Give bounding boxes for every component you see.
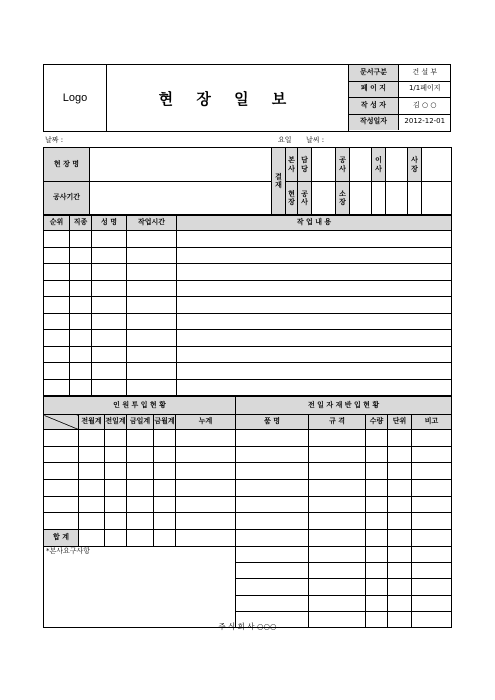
cell[interactable]	[154, 446, 176, 463]
approver-manager: 소장	[336, 182, 350, 215]
cell[interactable]	[105, 480, 127, 497]
cell[interactable]	[127, 313, 177, 330]
cell[interactable]	[388, 496, 412, 513]
manpower-header-prev-month: 전월계	[79, 415, 105, 430]
cell[interactable]	[412, 579, 452, 595]
cell[interactable]	[127, 480, 154, 497]
cell[interactable]	[44, 264, 70, 281]
sign-box-extra4[interactable]	[422, 182, 452, 215]
cell[interactable]	[366, 513, 388, 530]
company-footer: 주 식 회 사 ○○○	[218, 622, 277, 631]
cell[interactable]	[44, 513, 79, 530]
sign-box-work[interactable]	[312, 182, 336, 215]
total-cumulative[interactable]	[176, 530, 236, 547]
cell[interactable]	[366, 563, 388, 579]
cell[interactable]	[154, 480, 176, 497]
table-row	[44, 379, 452, 396]
cell[interactable]	[309, 513, 366, 530]
cell[interactable]	[92, 363, 127, 380]
cell[interactable]	[412, 496, 452, 513]
cell[interactable]	[127, 496, 154, 513]
cell[interactable]	[388, 579, 412, 595]
table-row	[44, 496, 452, 513]
cell[interactable]	[127, 264, 177, 281]
cell[interactable]	[44, 496, 79, 513]
approval-label: 결 재	[272, 148, 286, 215]
material-header-remarks: 비고	[412, 415, 452, 430]
work-header-trade: 직종	[70, 216, 92, 231]
cell[interactable]	[309, 463, 366, 480]
cell[interactable]	[154, 463, 176, 480]
sign-box-staff[interactable]	[312, 148, 336, 182]
cell[interactable]	[44, 247, 70, 264]
cell[interactable]	[309, 579, 366, 595]
cell[interactable]	[92, 280, 127, 297]
cell[interactable]	[388, 563, 412, 579]
cell[interactable]	[177, 363, 452, 380]
work-header-hours: 작업시간	[127, 216, 177, 231]
sign-box-extra1[interactable]	[372, 182, 386, 215]
cell[interactable]	[388, 480, 412, 497]
approver-staff: 담당	[298, 148, 312, 182]
document-title: 현 장 일 보	[106, 65, 349, 131]
cell[interactable]	[236, 496, 309, 513]
work-header-rank: 순위	[44, 216, 70, 231]
cell[interactable]	[236, 546, 309, 562]
cell[interactable]	[388, 595, 412, 611]
meta-value-page: 1/1페이지	[399, 81, 451, 98]
cell[interactable]	[127, 247, 177, 264]
material-header-item: 품 명	[236, 415, 309, 430]
cell[interactable]	[79, 513, 105, 530]
cell[interactable]	[177, 231, 452, 248]
cell[interactable]	[366, 480, 388, 497]
table-row	[44, 480, 452, 497]
cell[interactable]	[44, 297, 70, 314]
site-info-table	[43, 147, 452, 215]
cell[interactable]	[127, 297, 177, 314]
cell[interactable]	[92, 313, 127, 330]
manpower-header-month: 금월계	[154, 415, 176, 430]
cell[interactable]	[309, 480, 366, 497]
approver-site: 현장	[286, 182, 298, 215]
cell[interactable]	[309, 430, 366, 447]
cell[interactable]	[79, 480, 105, 497]
cell[interactable]	[127, 363, 177, 380]
sign-box-extra3[interactable]	[408, 182, 422, 215]
cell[interactable]	[412, 480, 452, 497]
cell[interactable]	[236, 480, 309, 497]
cell[interactable]	[412, 463, 452, 480]
cell[interactable]	[105, 446, 127, 463]
table-row	[44, 463, 452, 480]
meta-label-date: 작성일자	[349, 114, 399, 130]
logo: Logo	[44, 65, 107, 131]
cell[interactable]	[154, 496, 176, 513]
cell[interactable]	[366, 595, 388, 611]
site-name-label: 현 장 명	[44, 148, 90, 182]
main-form	[43, 147, 451, 628]
cell[interactable]	[236, 463, 309, 480]
cell[interactable]	[176, 496, 236, 513]
cell[interactable]	[127, 513, 154, 530]
weekday-label: 요일	[278, 136, 292, 144]
cell[interactable]	[366, 463, 388, 480]
cell[interactable]	[309, 530, 366, 547]
cell[interactable]	[92, 330, 127, 347]
table-row	[44, 297, 452, 314]
cell[interactable]	[127, 280, 177, 297]
sign-box-construction[interactable]	[350, 148, 372, 182]
cell[interactable]	[236, 430, 309, 447]
cell[interactable]	[127, 330, 177, 347]
work-header-content: 작 업 내 용	[177, 216, 452, 231]
cell[interactable]	[105, 496, 127, 513]
cell[interactable]	[44, 463, 79, 480]
cell[interactable]	[44, 430, 79, 447]
document-header	[43, 64, 451, 132]
site-name-field[interactable]	[90, 148, 272, 182]
approver-president: 사장	[408, 148, 422, 182]
cell[interactable]	[177, 247, 452, 264]
cell[interactable]	[70, 247, 92, 264]
manpower-header-prev-day: 전일계	[105, 415, 127, 430]
cell[interactable]	[70, 363, 92, 380]
cell[interactable]	[44, 480, 79, 497]
cell[interactable]	[412, 530, 452, 547]
meta-value-doctype: 건 설 부	[399, 65, 451, 81]
cell[interactable]	[412, 430, 452, 447]
cell[interactable]	[105, 513, 127, 530]
table-row	[44, 430, 452, 447]
cell[interactable]	[44, 330, 70, 347]
work-header-name: 성 명	[92, 216, 127, 231]
cell[interactable]	[366, 530, 388, 547]
cell[interactable]	[236, 595, 309, 611]
total-prev-day[interactable]	[105, 530, 127, 547]
table-row	[44, 280, 452, 297]
meta-value-date: 2012-12-01	[399, 114, 451, 130]
table-row	[44, 313, 452, 330]
cell[interactable]	[127, 346, 177, 363]
cell[interactable]	[127, 379, 177, 396]
cell[interactable]	[79, 463, 105, 480]
manpower-header-today: 금일계	[127, 415, 154, 430]
cell[interactable]	[127, 463, 154, 480]
manpower-header-cumulative: 누계	[176, 415, 236, 430]
cell[interactable]	[92, 264, 127, 281]
work-table	[43, 215, 452, 396]
cell[interactable]	[70, 280, 92, 297]
table-row	[44, 446, 452, 463]
cell[interactable]	[412, 563, 452, 579]
cell[interactable]	[177, 379, 452, 396]
cell[interactable]	[309, 496, 366, 513]
total-today[interactable]	[127, 530, 154, 547]
cell[interactable]	[92, 379, 127, 396]
cell[interactable]	[176, 463, 236, 480]
cell[interactable]	[44, 446, 79, 463]
cell[interactable]	[366, 546, 388, 562]
meta-table	[348, 65, 451, 130]
cell[interactable]	[44, 313, 70, 330]
table-row	[44, 330, 452, 347]
cell[interactable]	[154, 430, 176, 447]
cell[interactable]	[366, 430, 388, 447]
material-header-unit: 단위	[388, 415, 412, 430]
table-row	[44, 363, 452, 380]
approver-director: 이사	[372, 148, 386, 182]
cell[interactable]	[412, 513, 452, 530]
sign-box-manager[interactable]	[350, 182, 372, 215]
cell[interactable]	[388, 546, 412, 562]
cell[interactable]	[412, 595, 452, 611]
total-month[interactable]	[154, 530, 176, 547]
cell[interactable]	[70, 379, 92, 396]
cell[interactable]	[70, 297, 92, 314]
cell[interactable]	[44, 280, 70, 297]
cell[interactable]	[388, 513, 412, 530]
date-label: 날짜 :	[45, 136, 64, 144]
cell[interactable]	[236, 530, 309, 547]
cell[interactable]	[105, 430, 127, 447]
cell[interactable]	[92, 231, 127, 248]
cell[interactable]	[70, 346, 92, 363]
cell[interactable]	[177, 346, 452, 363]
cell[interactable]	[388, 463, 412, 480]
material-header-qty: 수량	[366, 415, 388, 430]
cell[interactable]	[92, 297, 127, 314]
total-prev-month[interactable]	[79, 530, 105, 547]
cell[interactable]	[79, 430, 105, 447]
cell[interactable]	[127, 430, 154, 447]
cell[interactable]	[70, 313, 92, 330]
cell[interactable]	[177, 280, 452, 297]
cell[interactable]	[309, 446, 366, 463]
table-row	[44, 264, 452, 281]
period-field[interactable]	[90, 182, 272, 215]
cell[interactable]	[366, 579, 388, 595]
cell[interactable]	[388, 530, 412, 547]
cell[interactable]	[92, 346, 127, 363]
cell[interactable]	[92, 247, 127, 264]
sign-box-extra2[interactable]	[386, 182, 408, 215]
period-label: 공사기간	[44, 182, 90, 215]
sign-box-director[interactable]	[386, 148, 408, 182]
cell[interactable]	[177, 264, 452, 281]
date-line	[43, 135, 451, 146]
cell[interactable]	[412, 446, 452, 463]
cell[interactable]	[127, 446, 154, 463]
material-header-spec: 규 격	[309, 415, 366, 430]
meta-label-doctype: 문서구분	[349, 65, 399, 81]
cell[interactable]	[44, 363, 70, 380]
table-row	[44, 346, 452, 363]
cell[interactable]	[70, 264, 92, 281]
sign-box-president[interactable]	[422, 148, 452, 182]
material-section-title: 전 일 자 재 반 입 현 황	[236, 397, 452, 415]
cell[interactable]	[366, 446, 388, 463]
cell[interactable]	[309, 563, 366, 579]
hq-requests-box[interactable]	[44, 546, 236, 627]
manpower-section-title: 인 원 투 입 현 황	[44, 397, 236, 415]
cell[interactable]	[176, 480, 236, 497]
cell[interactable]	[236, 579, 309, 595]
cell[interactable]	[388, 446, 412, 463]
cell[interactable]	[366, 496, 388, 513]
cell[interactable]	[44, 379, 70, 396]
meta-value-author: 김 ○ ○	[399, 98, 451, 115]
meta-label-page: 페 이 지	[349, 81, 399, 98]
cell[interactable]	[105, 463, 127, 480]
cell[interactable]	[309, 595, 366, 611]
cell[interactable]	[388, 430, 412, 447]
cell[interactable]	[154, 513, 176, 530]
cell[interactable]	[236, 563, 309, 579]
cell[interactable]	[70, 231, 92, 248]
cell[interactable]	[127, 231, 177, 248]
meta-label-author: 작 성 자	[349, 98, 399, 115]
table-row	[44, 231, 452, 248]
diagonal-corner	[44, 415, 79, 430]
hq-requests-label: *본사요구사항	[46, 546, 91, 555]
cell[interactable]	[79, 446, 105, 463]
cell[interactable]	[236, 513, 309, 530]
cell[interactable]	[236, 446, 309, 463]
cell[interactable]	[176, 446, 236, 463]
cell[interactable]	[44, 231, 70, 248]
cell[interactable]	[177, 297, 452, 314]
table-row	[44, 247, 452, 264]
table-row	[44, 513, 452, 530]
approver-work: 공사	[298, 182, 312, 215]
cell[interactable]	[309, 546, 366, 562]
cell[interactable]	[44, 346, 70, 363]
cell[interactable]	[70, 330, 92, 347]
cell[interactable]	[79, 496, 105, 513]
cell[interactable]	[177, 330, 452, 347]
total-label: 합 계	[44, 530, 79, 547]
weather-label: 날씨 :	[306, 136, 325, 144]
cell[interactable]	[176, 430, 236, 447]
approver-construction: 공사	[336, 148, 350, 182]
manpower-material-table	[43, 396, 452, 628]
cell[interactable]	[176, 513, 236, 530]
cell[interactable]	[412, 546, 452, 562]
approver-hq: 본사	[286, 148, 298, 182]
cell[interactable]	[177, 313, 452, 330]
